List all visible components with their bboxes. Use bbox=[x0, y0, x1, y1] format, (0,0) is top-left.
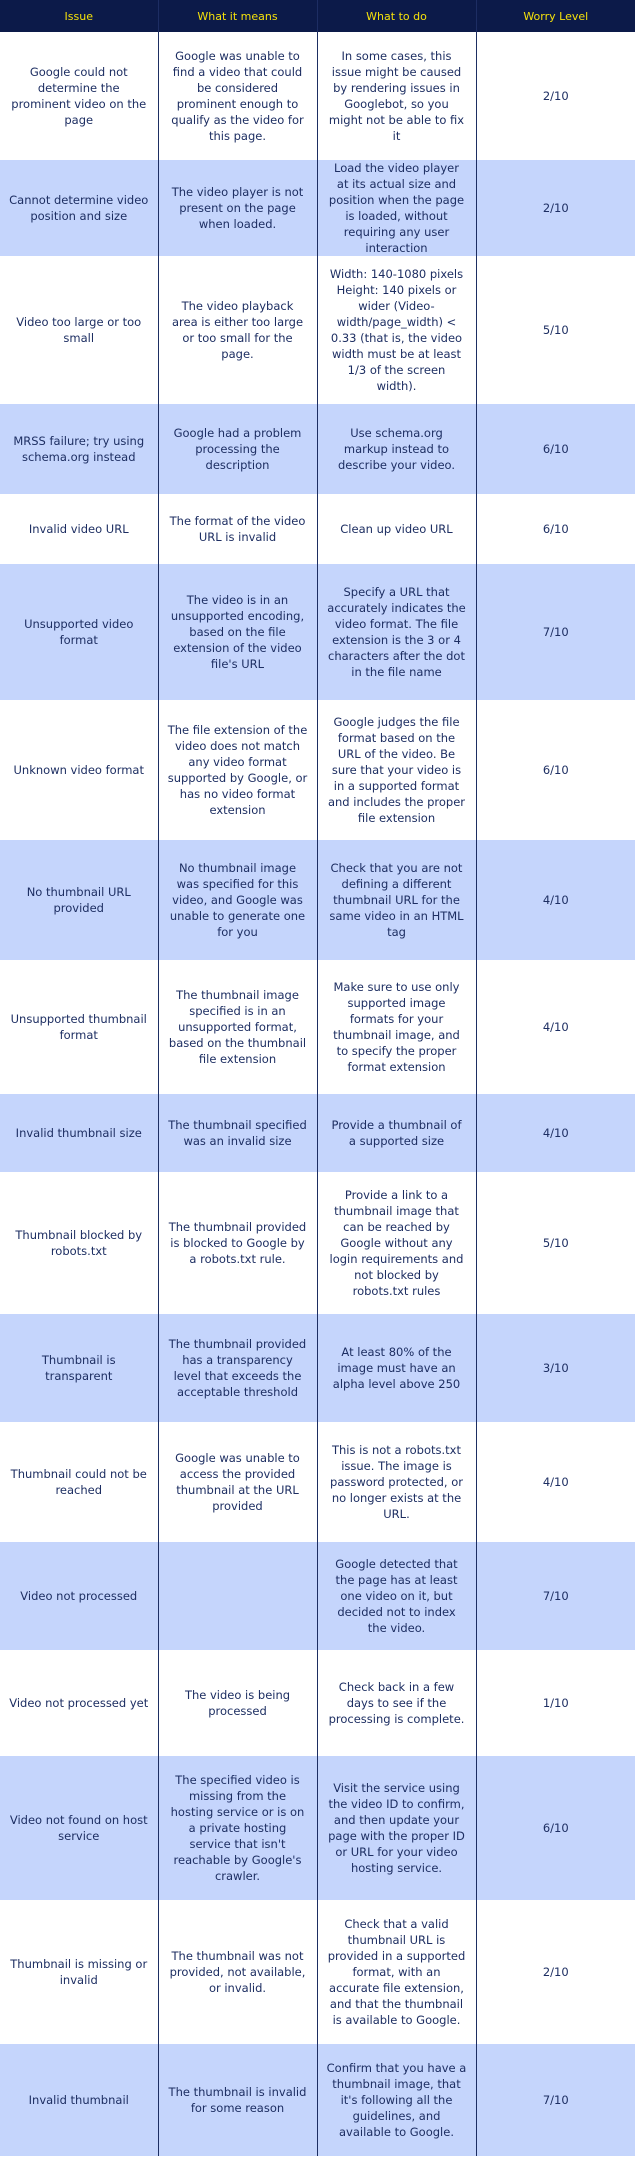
cell-issue: MRSS failure; try using schema.org instead bbox=[0, 404, 158, 494]
header-worry-level: Worry Level bbox=[476, 0, 635, 32]
table-row bbox=[0, 700, 635, 840]
cell-what-it-means: Google had a problem processing the description bbox=[158, 404, 317, 494]
cell-what-it-means: The thumbnail provided has a transparency level that exceeds the acceptable threshold bbox=[158, 1314, 317, 1422]
cell-what-to-do: Width: 140-1080 pixels Height: 140 pixels or wider (Video-width/page_width) < 0.33 (that is, the video width must be at least 1/3 of the screen width). bbox=[317, 256, 476, 404]
cell-what-to-do: Provide a link to a thumbnail image that can be reached by Google without any login requirements and not blocked by robots.txt rules bbox=[317, 1172, 476, 1314]
cell-what-to-do: This is not a robots.txt issue. The image is password protected, or no longer exists at the URL. bbox=[317, 1422, 476, 1542]
cell-worry-level: 4/10 bbox=[476, 960, 635, 1094]
cell-what-to-do: Check that you are not defining a different thumbnail URL for the same video in an HTML tag bbox=[317, 840, 476, 960]
cell-what-it-means: Google was unable to find a video that could be considered prominent enough to qualify as the video for this page. bbox=[158, 32, 317, 160]
cell-worry-level: 6/10 bbox=[476, 494, 635, 564]
cell-issue: Unsupported video format bbox=[0, 564, 158, 700]
cell-what-it-means: The format of the video URL is invalid bbox=[158, 494, 317, 564]
cell-what-to-do: Load the video player at its actual size and position when the page is loaded, without requiring any user interaction bbox=[317, 160, 476, 256]
header-what-it-means: What it means bbox=[158, 0, 317, 32]
cell-issue: Invalid thumbnail bbox=[0, 2044, 158, 2156]
cell-what-it-means: No thumbnail image was specified for this video, and Google was unable to generate one for you bbox=[158, 840, 317, 960]
cell-issue: Video not found on host service bbox=[0, 1756, 158, 1900]
cell-worry-level: 5/10 bbox=[476, 256, 635, 404]
cell-what-it-means: The thumbnail is invalid for some reason bbox=[158, 2044, 317, 2156]
cell-issue: Thumbnail blocked by robots.txt bbox=[0, 1172, 158, 1314]
table-row bbox=[0, 32, 635, 160]
cell-issue: Thumbnail is transparent bbox=[0, 1314, 158, 1422]
cell-worry-level: 1/10 bbox=[476, 1650, 635, 1756]
cell-worry-level: 4/10 bbox=[476, 1422, 635, 1542]
cell-worry-level: 6/10 bbox=[476, 1756, 635, 1900]
table-row bbox=[0, 960, 635, 1094]
table-row bbox=[0, 160, 635, 256]
table-row bbox=[0, 494, 635, 564]
cell-what-to-do: Clean up video URL bbox=[317, 494, 476, 564]
cell-issue: Google could not determine the prominent video on the page bbox=[0, 32, 158, 160]
table-row bbox=[0, 564, 635, 700]
table-row bbox=[0, 1094, 635, 1172]
cell-what-it-means: The thumbnail provided is blocked to Google by a robots.txt rule. bbox=[158, 1172, 317, 1314]
table-row bbox=[0, 1422, 635, 1542]
header-row bbox=[0, 0, 635, 32]
table-row bbox=[0, 840, 635, 960]
cell-what-to-do: Confirm that you have a thumbnail image, that it's following all the guidelines, and available to Google. bbox=[317, 2044, 476, 2156]
cell-what-it-means: The specified video is missing from the hosting service or is on a private hosting service that isn't reachable by Google's crawler. bbox=[158, 1756, 317, 1900]
cell-worry-level: 6/10 bbox=[476, 404, 635, 494]
cell-issue: Unsupported thumbnail format bbox=[0, 960, 158, 1094]
cell-what-to-do: Make sure to use only supported image formats for your thumbnail image, and to specify the proper format extension bbox=[317, 960, 476, 1094]
cell-what-to-do: Google judges the file format based on the URL of the video. Be sure that your video is in a supported format and includes the proper file extension bbox=[317, 700, 476, 840]
cell-issue: Invalid thumbnail size bbox=[0, 1094, 158, 1172]
cell-worry-level: 4/10 bbox=[476, 1094, 635, 1172]
cell-what-it-means: The thumbnail specified was an invalid size bbox=[158, 1094, 317, 1172]
table-row bbox=[0, 404, 635, 494]
cell-issue: Unknown video format bbox=[0, 700, 158, 840]
cell-what-it-means: The video is being processed bbox=[158, 1650, 317, 1756]
cell-what-to-do: Google detected that the page has at least one video on it, but decided not to index the video. bbox=[317, 1542, 476, 1650]
cell-worry-level: 2/10 bbox=[476, 160, 635, 256]
cell-what-to-do: Use schema.org markup instead to describe your video. bbox=[317, 404, 476, 494]
table-row bbox=[0, 1314, 635, 1422]
cell-what-to-do: Provide a thumbnail of a supported size bbox=[317, 1094, 476, 1172]
table-row bbox=[0, 1900, 635, 2044]
cell-issue: Invalid video URL bbox=[0, 494, 158, 564]
table-row bbox=[0, 256, 635, 404]
table-row bbox=[0, 1756, 635, 1900]
cell-worry-level: 2/10 bbox=[476, 32, 635, 160]
cell-what-to-do: In some cases, this issue might be caused by rendering issues in Googlebot, so you might not be able to fix it bbox=[317, 32, 476, 160]
table-row bbox=[0, 2044, 635, 2156]
cell-what-to-do: Check that a valid thumbnail URL is provided in a supported format, with an accurate file extension, and that the thumbnail is available to Google. bbox=[317, 1900, 476, 2044]
cell-what-it-means: The video playback area is either too large or too small for the page. bbox=[158, 256, 317, 404]
cell-worry-level: 7/10 bbox=[476, 564, 635, 700]
cell-worry-level: 3/10 bbox=[476, 1314, 635, 1422]
cell-worry-level: 7/10 bbox=[476, 2044, 635, 2156]
cell-what-it-means: The thumbnail image specified is in an unsupported format, based on the thumbnail file extension bbox=[158, 960, 317, 1094]
cell-worry-level: 2/10 bbox=[476, 1900, 635, 2044]
cell-issue: Thumbnail could not be reached bbox=[0, 1422, 158, 1542]
cell-issue: Video too large or too small bbox=[0, 256, 158, 404]
table-row bbox=[0, 1542, 635, 1650]
header-issue: Issue bbox=[0, 0, 158, 32]
cell-what-it-means bbox=[158, 1542, 317, 1650]
cell-what-it-means: The video is in an unsupported encoding, based on the file extension of the video file's URL bbox=[158, 564, 317, 700]
cell-what-to-do: Visit the service using the video ID to confirm, and then update your page with the proper ID or URL for your video hosting service. bbox=[317, 1756, 476, 1900]
cell-what-it-means: The file extension of the video does not match any video format supported by Google, or has no video format extension bbox=[158, 700, 317, 840]
table-row bbox=[0, 1650, 635, 1756]
cell-issue: Cannot determine video position and size bbox=[0, 160, 158, 256]
cell-worry-level: 7/10 bbox=[476, 1542, 635, 1650]
table-row bbox=[0, 1172, 635, 1314]
header-what-to-do: What to do bbox=[317, 0, 476, 32]
cell-what-to-do: Specify a URL that accurately indicates the video format. The file extension is the 3 or 4 characters after the dot in the file name bbox=[317, 564, 476, 700]
cell-worry-level: 4/10 bbox=[476, 840, 635, 960]
cell-issue: Video not processed yet bbox=[0, 1650, 158, 1756]
cell-what-it-means: The video player is not present on the page when loaded. bbox=[158, 160, 317, 256]
cell-what-it-means: The thumbnail was not provided, not available, or invalid. bbox=[158, 1900, 317, 2044]
cell-issue: Thumbnail is missing or invalid bbox=[0, 1900, 158, 2044]
cell-issue: Video not processed bbox=[0, 1542, 158, 1650]
cell-issue: No thumbnail URL provided bbox=[0, 840, 158, 960]
cell-what-to-do: Check back in a few days to see if the processing is complete. bbox=[317, 1650, 476, 1756]
cell-what-it-means: Google was unable to access the provided thumbnail at the URL provided bbox=[158, 1422, 317, 1542]
cell-what-to-do: At least 80% of the image must have an alpha level above 250 bbox=[317, 1314, 476, 1422]
table-body bbox=[0, 32, 635, 2156]
cell-worry-level: 5/10 bbox=[476, 1172, 635, 1314]
cell-worry-level: 6/10 bbox=[476, 700, 635, 840]
